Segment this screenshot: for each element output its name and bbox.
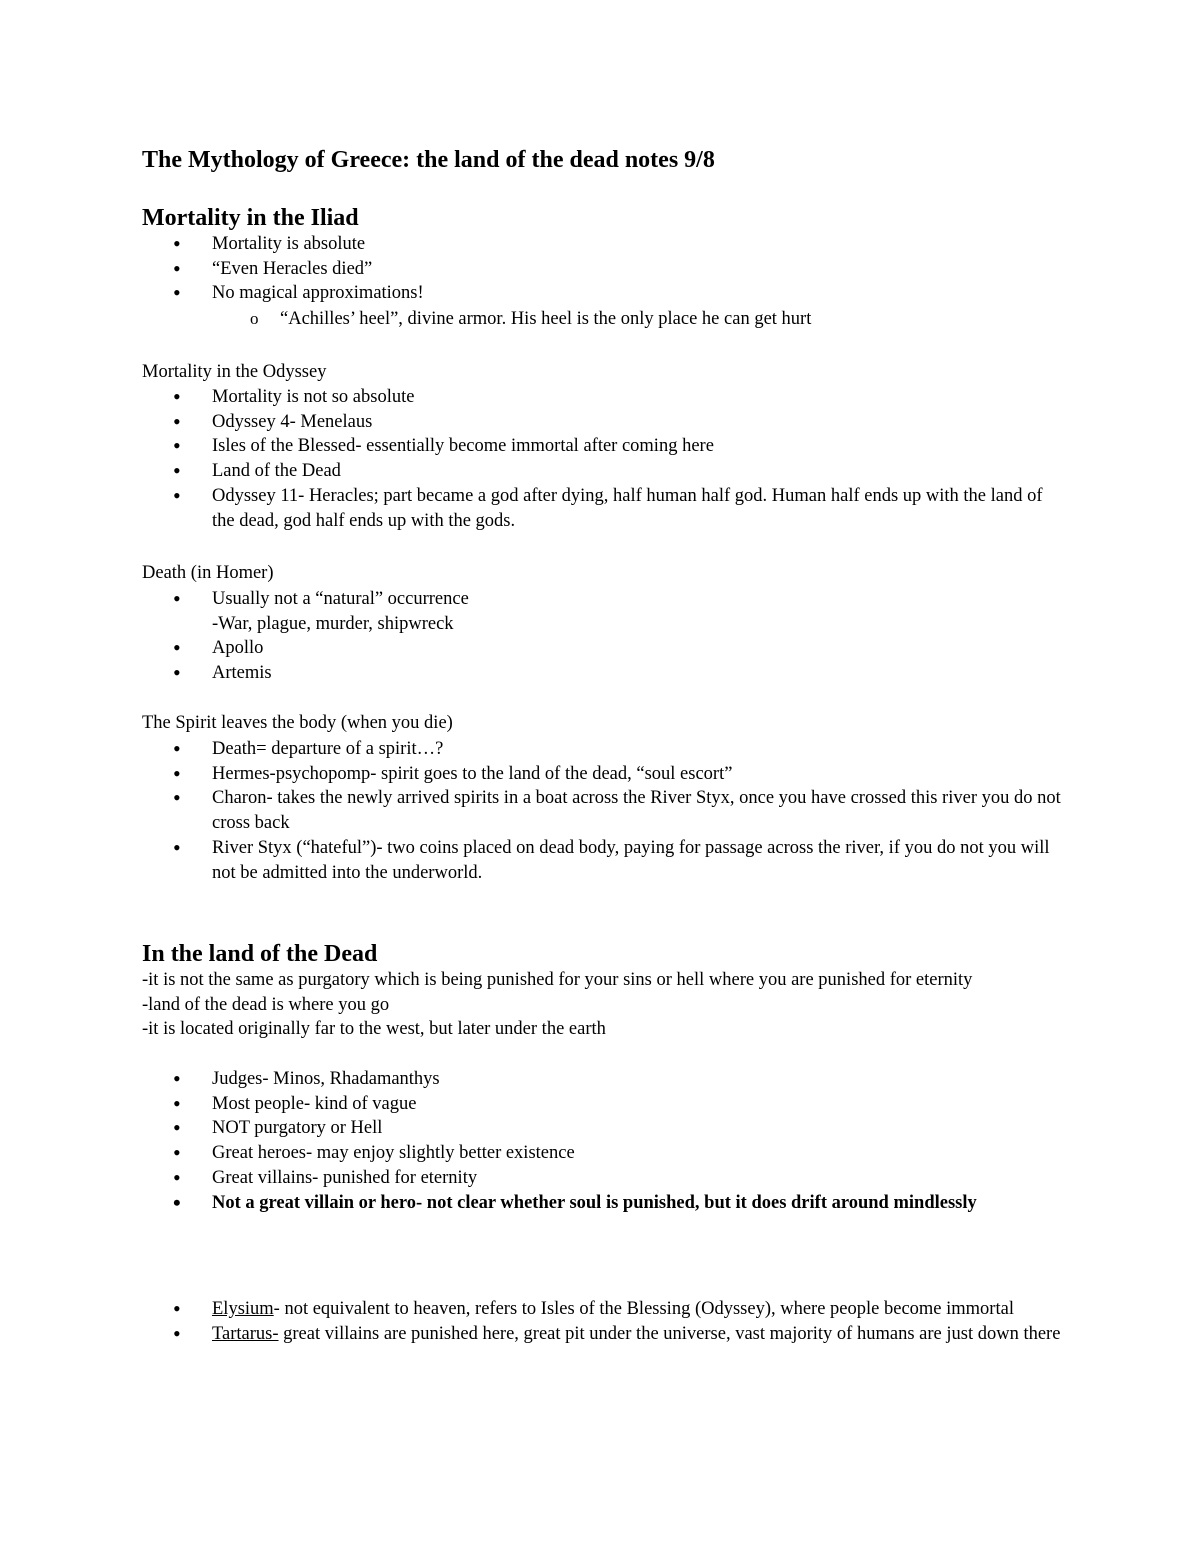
heading-mortality-iliad: Mortality in the Iliad: [142, 205, 359, 231]
list-item: • No magical approximations!: [142, 281, 1062, 306]
list-item-text: Usually not a “natural” occurrence: [212, 589, 469, 609]
list-item: • Odyssey 4- Menelaus: [142, 410, 1062, 435]
list-item: • NOT purgatory or Hell: [142, 1116, 1062, 1141]
list-item-elysium: [142, 1297, 1062, 1322]
heading-death-homer: Death (in Homer): [142, 563, 274, 583]
list-item-bold: • Not a great villain or hero- not clear whether soul is punished, but it does drift around mindlessly: [142, 1191, 1062, 1216]
note-line: -it is located originally far to the west, but later under the earth: [142, 1019, 606, 1040]
list-item: • Odyssey 11- Heracles; part became a god after dying, half human half god. Human half ends up with the land of the dead, god half ends up with the gods.: [142, 484, 1062, 533]
list-item: • Judges- Minos, Rhadamanthys: [142, 1067, 1062, 1092]
heading-land-of-dead: In the land of the Dead: [142, 941, 378, 967]
list-item: • Great villains- punished for eternity: [142, 1166, 1062, 1191]
heading-spirit: The Spirit leaves the body (when you die): [142, 713, 453, 733]
list-death: [142, 587, 1062, 686]
list-odyssey: [142, 385, 1062, 533]
list-spirit: [142, 737, 1062, 885]
definition-elysium: - not equivalent to heaven, refers to Isles of the Blessing (Odyssey), where people become immortal: [273, 1299, 1014, 1319]
list-item: • Land of the Dead: [142, 459, 1062, 484]
land-notes: [142, 968, 1062, 1042]
term-elysium: Elysium: [212, 1299, 274, 1319]
list-item: • Hermes-psychopomp- spirit goes to the land of the dead, “soul escort”: [142, 762, 1062, 787]
list-item: • Great heroes- may enjoy slightly better existence: [142, 1141, 1062, 1166]
list-item: • Mortality is not so absolute: [142, 385, 1062, 410]
list-afterlife-places: [142, 1297, 1062, 1346]
list-item: • Artemis: [142, 661, 1062, 686]
sub-list-item: o “Achilles’ heel”, divine armor. His heel is the only place he can get hurt: [142, 307, 1180, 332]
list-item: • Isles of the Blessed- essentially become immortal after coming here: [142, 434, 1062, 459]
list-item: • “Even Heracles died”: [142, 257, 1062, 282]
list-item: • Mortality is absolute: [142, 232, 1062, 257]
note-line: -it is not the same as purgatory which is being punished for your sins or hell where you are punished for eternity: [142, 970, 973, 990]
list-land: [142, 1067, 1062, 1215]
list-iliad: [142, 232, 1062, 306]
list-item: • Charon- takes the newly arrived spirits in a boat across the River Styx, once you have crossed this river you do not cross back: [142, 786, 1062, 835]
list-item-tartarus: [142, 1322, 1062, 1347]
list-item: • Most people- kind of vague: [142, 1092, 1062, 1117]
note-line: -land of the dead is where you go: [142, 994, 390, 1015]
list-item: • Death= departure of a spirit…?: [142, 737, 1062, 762]
document-title: The Mythology of Greece: the land of the dead notes 9/8: [142, 147, 715, 173]
heading-mortality-odyssey: Mortality in the Odyssey: [142, 362, 327, 382]
list-item-continuation: -War, plague, murder, shipwreck: [212, 613, 454, 634]
list-item: [142, 587, 1062, 636]
list-item: • Apollo: [142, 636, 1062, 661]
list-item: • River Styx (“hateful”)- two coins placed on dead body, paying for passage across the river, if you do not you will not be admitted into the underworld.: [142, 836, 1062, 885]
definition-tartarus: great villains are punished here, great pit under the universe, vast majority of humans are just down there: [278, 1323, 1061, 1344]
term-tartarus: Tartarus-: [212, 1323, 279, 1344]
